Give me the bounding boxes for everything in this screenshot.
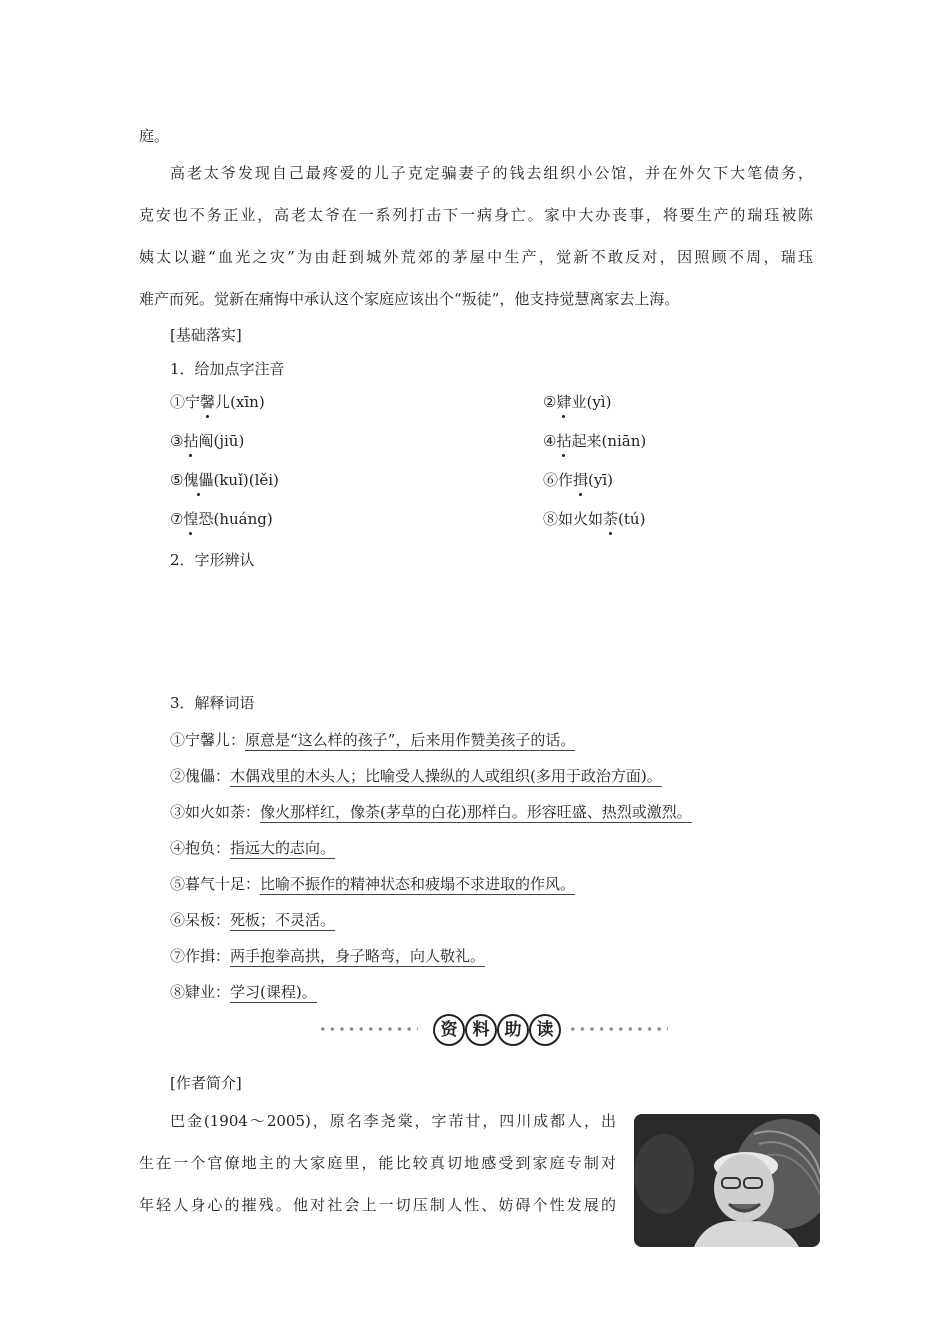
pinyin-text: 如火如: [558, 510, 604, 528]
author-bio-line: 年轻人身心的摧残。他对社会上一切压制人性、妨碍个性发展的: [139, 1196, 616, 1214]
definition-term: ⑥呆板：: [170, 911, 231, 929]
definition-term: ①宁馨儿：: [170, 731, 246, 749]
pinyin-text: 起来: [571, 432, 602, 450]
pinyin-item: [170, 470, 279, 490]
summary-line: 难产而死。觉新在痛悔中承认这个家庭应该出个“叛徒”，他支持觉慧离家去上海。: [139, 290, 680, 308]
section-heading-author: [作者简介]: [170, 1074, 242, 1092]
definition-answer: 原意是“这么样的孩子”，后来用作赞美孩子的话。: [245, 731, 576, 749]
definition-item: [170, 730, 575, 750]
pinyin-item: [543, 431, 646, 451]
paragraph-continuation: 庭。: [139, 127, 170, 145]
banner-char: 料: [465, 1014, 497, 1046]
pinyin-text: ⑥: [543, 471, 559, 489]
dotted-character: 傀儡: [183, 471, 214, 489]
definition-answer: 死板；不灵活。: [230, 911, 336, 929]
section-heading-basics: [基础落实]: [170, 326, 242, 344]
definition-answer: 木偶戏里的木头人；比喻受人操纵的人或组织(多用于政治方面)。: [230, 767, 662, 785]
pinyin-text: ⑦: [170, 510, 184, 528]
pinyin-text: 儿: [215, 393, 231, 411]
dotted-character: 拈: [556, 432, 572, 450]
pinyin-text: ⑤: [170, 471, 184, 489]
definition-item: [170, 802, 692, 822]
pinyin-reading: (tú): [618, 510, 646, 528]
dotted-character: 馨: [200, 393, 216, 411]
definition-term: ②傀儡：: [170, 767, 231, 785]
definition-item: [170, 946, 485, 966]
author-portrait-image: [634, 1114, 820, 1247]
pinyin-text: ①: [170, 393, 186, 411]
dotted-character: 荼: [603, 510, 619, 528]
pinyin-text: ②: [543, 393, 557, 411]
dotted-character: 揖: [573, 471, 589, 489]
pinyin-text: 业: [571, 393, 587, 411]
dotted-character: 惶: [183, 510, 199, 528]
pinyin-reading: (yì): [586, 393, 612, 411]
dotted-character: 肄: [556, 393, 572, 411]
definition-term: ⑧肄业：: [170, 983, 231, 1001]
definition-item: [170, 766, 662, 786]
pinyin-item: [170, 431, 244, 451]
reading-aid-banner: [318, 1014, 670, 1044]
definition-answer: 两手抱拳高拱，身子略弯，向人敬礼。: [230, 947, 486, 965]
pinyin-text: 恐: [198, 510, 214, 528]
pinyin-reading: (kuǐ)(lěi): [213, 471, 279, 489]
pinyin-item: [543, 509, 645, 529]
pinyin-text: ④: [543, 432, 557, 450]
banner-char: 资: [433, 1014, 465, 1046]
pinyin-item: [543, 470, 613, 490]
banner-char: 读: [529, 1014, 561, 1046]
dotted-character: 拈: [183, 432, 199, 450]
pinyin-item: [543, 392, 611, 412]
pinyin-text: 阄: [198, 432, 214, 450]
definition-term: ⑤暮气十足：: [170, 875, 261, 893]
author-bio-line: 巴金(1904～2005)，原名李尧棠，字芾甘，四川成都人，出: [170, 1112, 616, 1130]
summary-line: 高老太爷发现自己最疼爱的儿子克定骗妻子的钱去组织小公馆，并在外欠下大笔债务，: [170, 164, 813, 182]
pinyin-reading: (yī): [588, 471, 614, 489]
definition-answer: 像火那样红，像荼(茅草的白花)那样白。形容旺盛、热烈或激烈。: [260, 803, 692, 821]
question-2-title: 2．字形辨认: [170, 551, 255, 569]
definition-item: [170, 838, 335, 858]
definition-answer: 学习(课程)。: [230, 983, 317, 1001]
pinyin-reading: (huáng): [213, 510, 273, 528]
definition-item: [170, 910, 335, 930]
banner-dots-right: [568, 1027, 668, 1031]
definition-term: ④抱负：: [170, 839, 231, 857]
author-photo: [634, 1114, 820, 1247]
summary-line: 克安也不务正业，高老太爷在一系列打击下一病身亡。家中大办丧事，将要生产的瑞珏被陈: [139, 206, 813, 224]
question-3-title: 3．解释词语: [170, 694, 255, 712]
definition-term: ⑦作揖：: [170, 947, 231, 965]
pinyin-text: ⑧: [543, 510, 559, 528]
pinyin-reading: (niān): [601, 432, 647, 450]
pinyin-item: [170, 392, 265, 412]
definition-item: [170, 982, 317, 1002]
definition-term: ③如火如荼：: [170, 803, 261, 821]
definition-item: [170, 874, 575, 894]
definition-answer: 指远大的志向。: [230, 839, 336, 857]
pinyin-item: [170, 509, 273, 529]
definition-answer: 比喻不振作的精神状态和疲塌不求进取的作风。: [260, 875, 576, 893]
pinyin-reading: (jiū): [213, 432, 245, 450]
banner-dots-left: [318, 1027, 418, 1031]
pinyin-reading: (xīn): [230, 393, 265, 411]
author-bio-line: 生在一个官僚地主的大家庭里，能比较真切地感受到家庭专制对: [139, 1154, 616, 1172]
pinyin-text: ③: [170, 432, 184, 450]
pinyin-text: 宁: [185, 393, 201, 411]
banner-char: 助: [497, 1014, 529, 1046]
pinyin-text: 作: [558, 471, 574, 489]
summary-line: 姨太以避“血光之灾”为由赶到城外荒郊的茅屋中生产，觉新不敢反对，因照顾不周，瑞珏: [139, 248, 813, 266]
question-1-title: 1．给加点字注音: [170, 360, 285, 378]
